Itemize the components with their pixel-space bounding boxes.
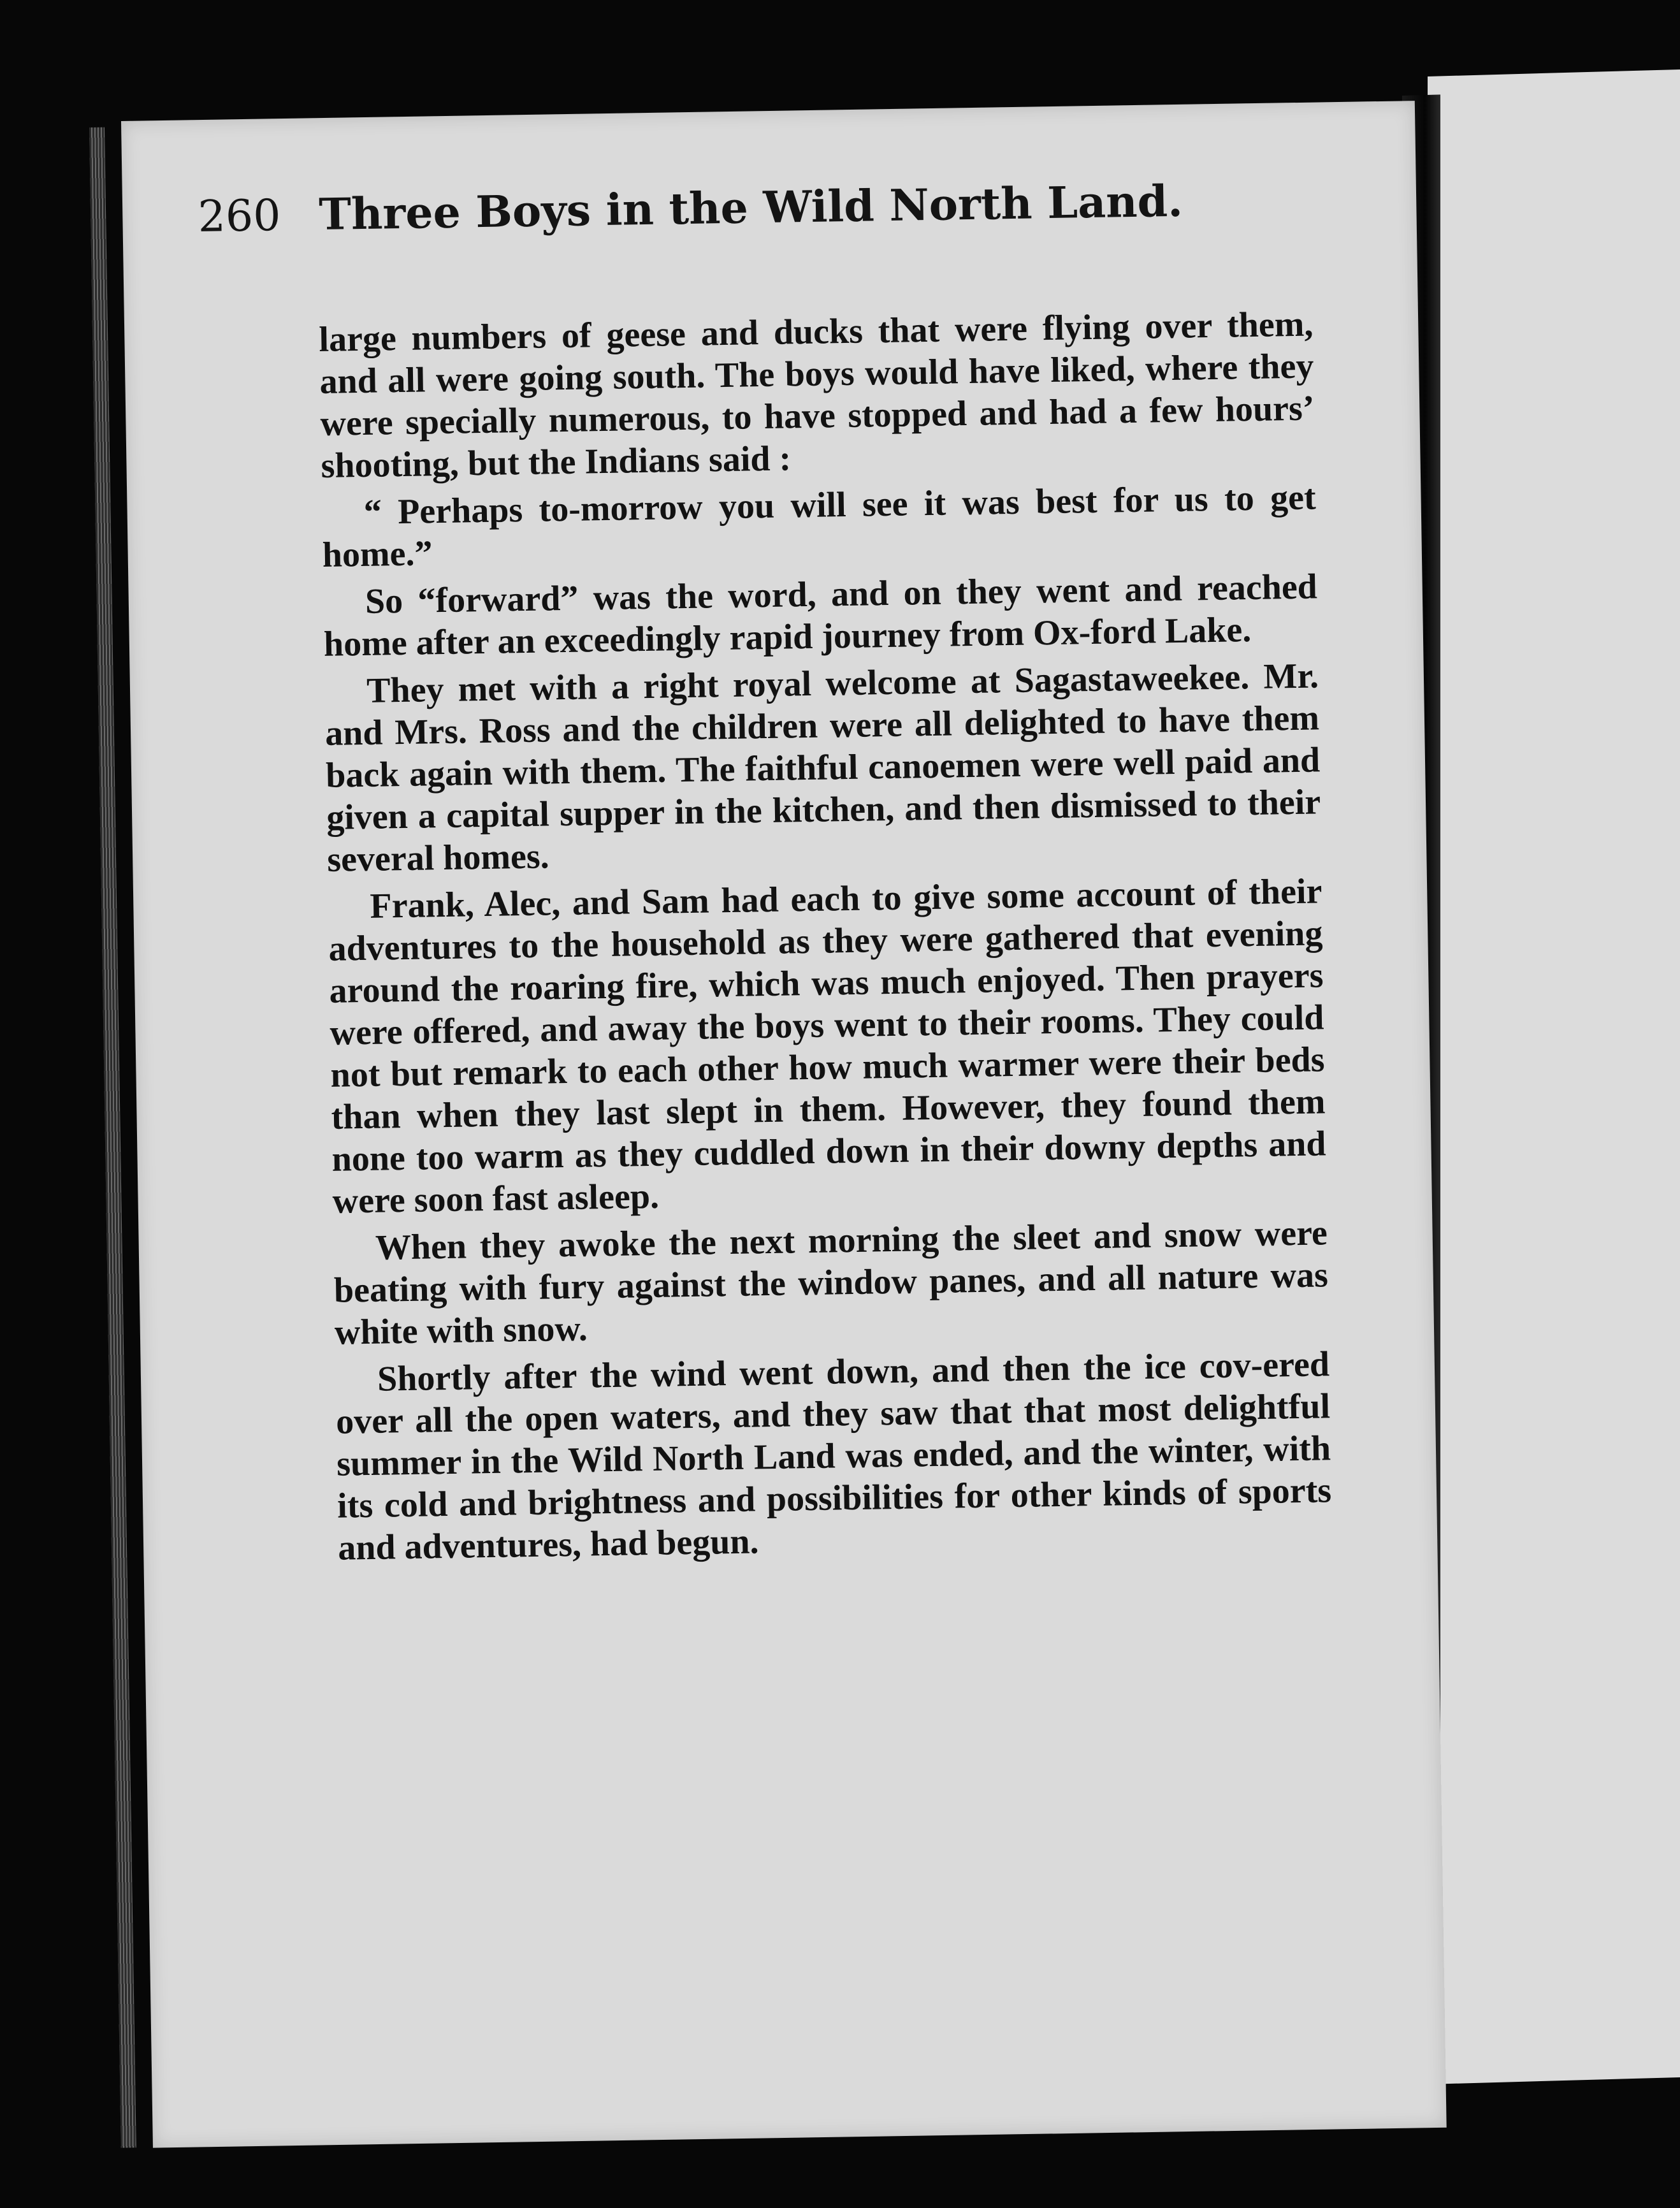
paragraph: Shortly after the wind went down, and then the ice cov-ered over all the open waters, and they saw that that most delightful summer in the Wild North Land was ended, and the winter, with its cold and brightness and possibilities for other kinds of sports and adventures, had begun.: [335, 1344, 1332, 1568]
page-number: 260: [198, 190, 282, 242]
paragraph: They met with a right royal welcome at Sagastaweekee. Mr. and Mrs. Ross and the children were all delighted to have them back again with them. The faithful canoemen were well paid and given a capital supper in the kitchen, and then dismissed to their several homes.: [324, 656, 1321, 880]
paragraph: Frank, Alec, and Sam had each to give some account of their adventures to the household as they were gathered that evening around the roaring fire, which was much enjoyed. Then prayers were offered, and away the boys went to their rooms. They could not but remark to each other how much warmer were their beds than when they last slept in them. However, they found them none too warm as they cuddled down in their downy depths and were soon fast asleep.: [328, 871, 1327, 1221]
facing-page: [1428, 69, 1680, 2084]
paragraph: “ Perhaps to-morrow you will see it was best for us to get home.”: [322, 477, 1317, 575]
paragraph: When they awoke the next morning the sleet and snow were beating with fury against the window panes, and all nature was white with snow.: [333, 1213, 1329, 1353]
running-title: Three Boys in the Wild North Land.: [318, 175, 1184, 241]
paragraph: large numbers of geese and ducks that were flying over them, and all were going south. The boys would have liked, where they were specially numerous, to have stopped and had a few hours’ shooting, but the Indians said :: [319, 304, 1315, 486]
body-text: [319, 303, 1333, 1569]
paragraph: So “forward” was the word, and on they went and reached home after an exceedingly rapid journey from Ox-ford Lake.: [323, 567, 1318, 664]
